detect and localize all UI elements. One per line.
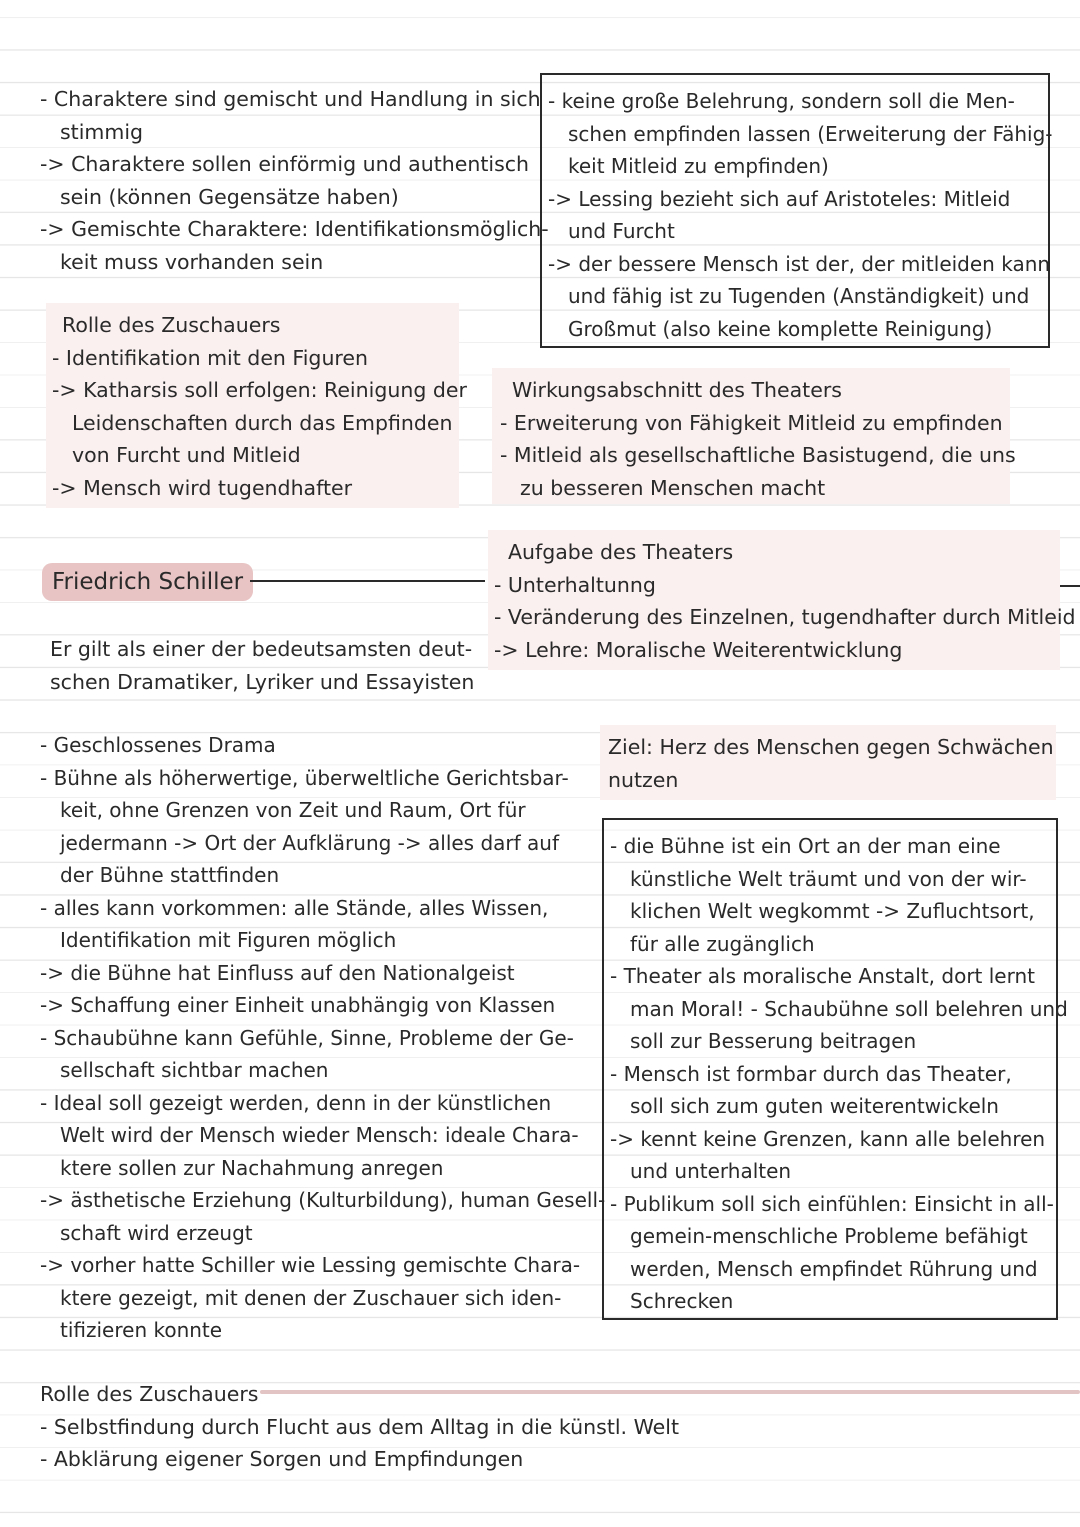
note-line: - Selbstfindung durch Flucht aus dem Alltag in die künstl. Welt: [40, 1414, 679, 1439]
note-line: keit, ohne Grenzen von Zeit und Raum, Ort für: [60, 798, 526, 822]
note-line: - keine große Belehrung, sondern soll die Men-: [548, 89, 1015, 113]
note-line: man Moral! - Schaubühne soll belehren und: [630, 996, 1068, 1021]
lessing-effect-box: [540, 73, 1053, 348]
section-title: Rolle des Zuschauers: [40, 1382, 259, 1406]
note-line: - Identifikation mit den Figuren: [52, 345, 369, 370]
note-line: jedermann -> Ort der Aufklärung -> alles darf auf: [60, 830, 560, 855]
note-line: - Veränderung des Einzelnen, tugendhafter durch Mitleid: [494, 605, 1076, 629]
note-line: gemein-menschliche Probleme befähigt: [630, 1224, 1028, 1248]
note-line: - Geschlossenes Drama: [40, 733, 276, 757]
note-line: keit muss vorhanden sein: [60, 249, 324, 274]
top-left-notes: [40, 83, 549, 278]
note-line: nutzen: [608, 767, 679, 792]
note-line: ktere gezeigt, mit denen der Zuschauer sich iden-: [60, 1285, 562, 1310]
note-line: schen Dramatiker, Lyriker und Essayisten: [50, 669, 475, 694]
lessing-audience-role: [46, 303, 467, 508]
note-line: stimmig: [60, 119, 144, 144]
note-line: für alle zugänglich: [630, 931, 815, 956]
section-rule: [260, 1390, 1080, 1394]
note-line: - Mitleid als gesellschaftliche Basistugend, die uns: [500, 443, 1016, 467]
note-line: soll zur Besserung beitragen: [630, 1029, 917, 1053]
note-line: - Unterhaltunng: [494, 572, 656, 597]
schiller-intro: [50, 633, 480, 698]
note-line: sein (können Gegensätze haben): [60, 184, 399, 209]
note-line: keit Mitleid zu empfinden): [568, 154, 829, 178]
schiller-main-notes: [40, 729, 606, 1347]
section-title: Aufgabe des Theaters: [508, 540, 734, 564]
note-line: und Furcht: [568, 219, 675, 243]
note-line: Identifikation mit Figuren möglich: [60, 928, 397, 952]
goal-section: [600, 725, 1056, 800]
note-line: und fähig ist zu Tugenden (Anständigkeit) und: [568, 284, 1030, 308]
theater-task-section: [488, 530, 1076, 670]
note-line: - Abklärung eigener Sorgen und Empfindungen: [40, 1447, 524, 1471]
schiller-heading: Friedrich Schiller: [42, 563, 253, 601]
note-line: klichen Welt wegkommt -> Zufluchtsort,: [630, 899, 1035, 923]
note-line: tifizieren konnte: [60, 1318, 223, 1342]
note-line: - die Bühne ist ein Ort an der man eine: [610, 834, 1001, 858]
note-line: - Mensch ist formbar durch das Theater,: [610, 1061, 1012, 1086]
note-line: -> der bessere Mensch ist der, der mitleiden kann: [548, 251, 1051, 276]
note-line: Ziel: Herz des Menschen gegen Schwächen: [608, 735, 1054, 759]
note-line: -> ästhetische Erziehung (Kulturbildung), human Gesell-: [40, 1188, 606, 1212]
note-line: - Schaubühne kann Gefühle, Sinne, Probleme der Ge-: [40, 1025, 574, 1050]
note-line: soll sich zum guten weiterentwickeln: [630, 1094, 999, 1118]
note-line: -> Gemischte Charaktere: Identifikationsmöglich-: [40, 217, 549, 241]
note-line: -> Schaffung einer Einheit unabhängig von Klassen: [40, 993, 556, 1017]
note-line: -> Katharsis soll erfolgen: Reinigung der: [52, 378, 467, 402]
note-line: -> Lessing bezieht sich auf Aristoteles: Mitleid: [548, 186, 1011, 211]
note-line: -> Lehre: Moralische Weiterentwicklung: [494, 637, 903, 662]
note-line: Schrecken: [630, 1289, 734, 1313]
note-line: Leidenschaften durch das Empfinden: [72, 410, 453, 435]
note-line: - Bühne als höherwertige, überweltliche Gerichtsbar-: [40, 765, 569, 790]
note-line: -> Mensch wird tugendhafter: [52, 475, 353, 500]
note-line: - Publikum soll sich einfühlen: Einsicht in all-: [610, 1191, 1054, 1216]
note-line: -> vorher hatte Schiller wie Lessing gemischte Chara-: [40, 1253, 581, 1277]
note-line: -> Charaktere sollen einförmig und authentisch: [40, 152, 530, 176]
note-line: und unterhalten: [630, 1159, 792, 1183]
note-line: werden, Mensch empfindet Rührung und: [630, 1256, 1038, 1281]
schiller-stage-box: [602, 818, 1068, 1320]
note-line: Großmut (also keine komplette Reinigung): [568, 316, 993, 341]
heading-rule: [250, 580, 485, 582]
note-line: künstliche Welt träumt und von der wir-: [630, 866, 1027, 891]
note-line: - Erweiterung von Fähigkeit Mitleid zu empfinden: [500, 410, 1003, 435]
note-line: - alles kann vorkommen: alle Stände, alles Wissen,: [40, 895, 549, 920]
note-line: - Charaktere sind gemischt und Handlung in sich: [40, 87, 541, 111]
heading-rule: [1060, 585, 1080, 587]
note-line: schen empfinden lassen (Erweiterung der Fähig-: [568, 121, 1053, 146]
note-line: Er gilt als einer der bedeutsamsten deut-: [50, 637, 473, 661]
theater-effect-section: [492, 368, 1016, 504]
section-title: Wirkungsabschnitt des Theaters: [512, 378, 842, 402]
note-line: der Bühne stattfinden: [60, 863, 280, 887]
note-line: von Furcht und Mitleid: [72, 443, 301, 467]
note-line: - Theater als moralische Anstalt, dort lernt: [610, 964, 1035, 988]
note-line: Welt wird der Mensch wieder Mensch: ideale Chara-: [60, 1123, 579, 1147]
note-line: ktere sollen zur Nachahmung anregen: [60, 1155, 444, 1180]
note-line: zu besseren Menschen macht: [520, 475, 826, 500]
note-line: -> kennt keine Grenzen, kann alle belehren: [610, 1126, 1046, 1151]
note-line: -> die Bühne hat Einfluss auf den Nationalgeist: [40, 960, 515, 985]
note-line: - Ideal soll gezeigt werden, denn in der künstlichen: [40, 1090, 552, 1115]
section-title: Rolle des Zuschauers: [62, 313, 281, 337]
note-line: sellschaft sichtbar machen: [60, 1058, 329, 1082]
note-line: schaft wird erzeugt: [60, 1220, 253, 1245]
